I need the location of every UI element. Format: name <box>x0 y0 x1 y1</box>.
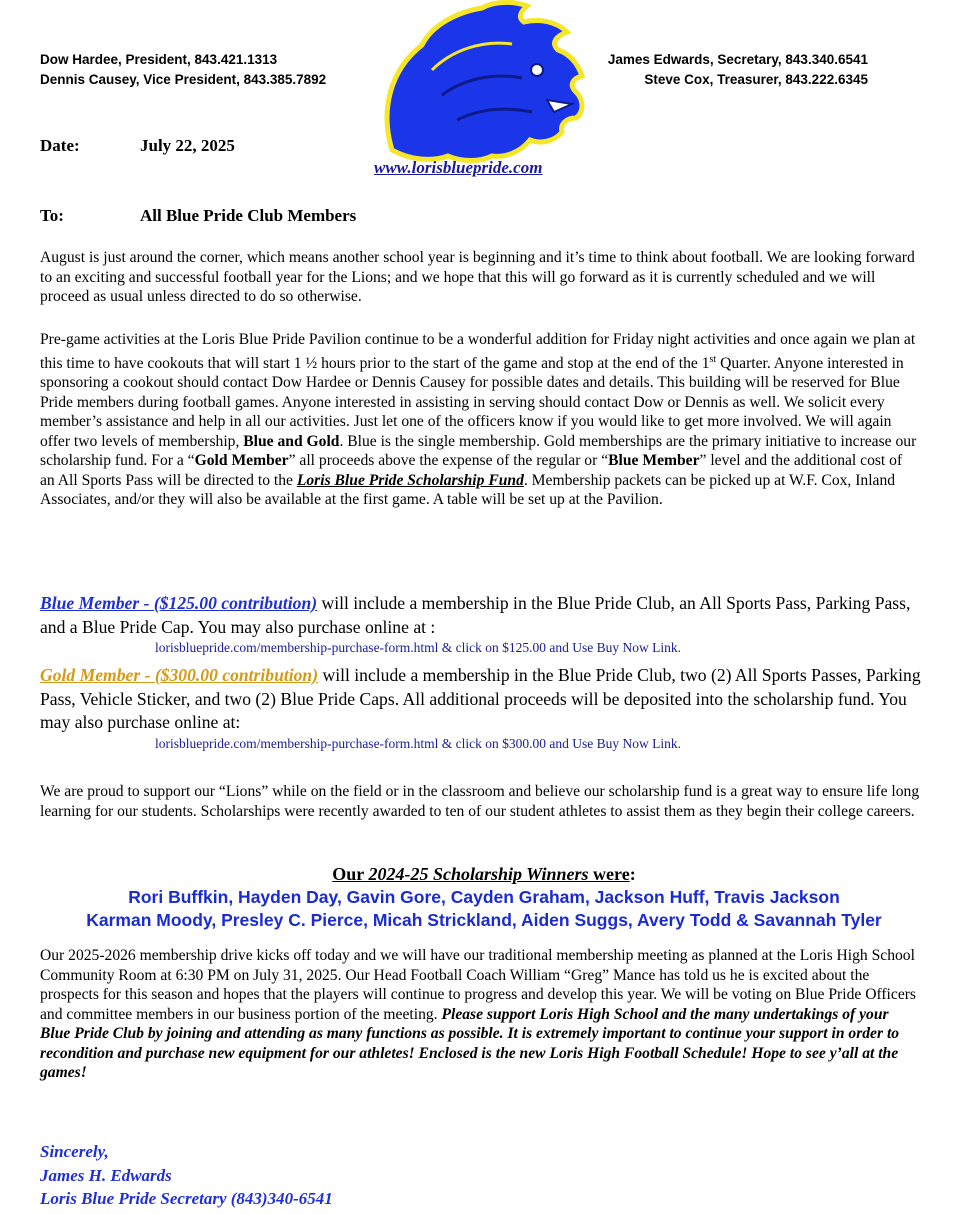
gold-member-title: Gold Member - ($300.00 contribution) <box>40 665 319 685</box>
blue-member-title: Blue Member - ($125.00 contribution) <box>40 593 318 613</box>
paragraph-intro: August is just around the corner, which means another school year is beginning and it’s time to think about football. We are looking forward to an exciting and successful football year for the Lions; and we hope that this will go forward as it is currently scheduled and we will proceed as usual unless directed to do so otherwise. <box>40 249 915 305</box>
scholarship-fund-name: Loris Blue Pride Scholarship Fund <box>296 471 524 489</box>
closing-salutation: Sincerely, <box>40 1142 109 1161</box>
date-value: July 22, 2025 <box>140 136 235 155</box>
paragraph-pregame: Pre-game activities at the Loris Blue Pride Pavilion continue to be a wonderful addition for Friday night activities and once again we plan at this time to have cookouts that will start 1 ½ hours prior to the start of the game and stop at the end of the 1st Quarter. Anyone interested in sponsoring a cookout should contact Dow Hardee or Dennis Causey for possible dates and details. This building will be reserved for Blue Pride members during football games. Anyone interested in assisting in serving should contact Dow or Dennis as well. We solicit every member’s assistance and help in all our activities. Just let one of the officers know if you would like to get more involved. We will again offer two levels of membership, Blue and Gold. Blue is the single membership. Gold memberships are the primary initiative to increase our scholarship fund. For a “Gold Member” all proceeds above the expense of the regular or “Blue Member” level and the additional cost of an All Sports Pass will be directed to the Loris Blue Pride Scholarship Fund. Membership packets can be picked up at W.F. Cox, Inland Associates, and/or they will also be available at the first game. A table will be set up at the Pavilion. <box>40 331 917 509</box>
winners-heading: Our 2024-25 Scholarship Winners were: <box>332 864 636 884</box>
winners-line-2: Karman Moody, Presley C. Pierce, Micah Strickland, Aiden Suggs, Avery Todd & Savannah Tyler <box>86 910 882 930</box>
paragraph-membership-drive: Our 2025-2026 membership drive kicks off today and we will have our traditional membership meeting as planned at the Loris High School Community Room at 6:30 PM on July 31, 2025. Our Head Football Coach William “Greg” Mance has told us he is excited about the prospects for this season and hopes that the players will continue to progress and develop this year. We will be voting on Blue Pride Officers and committee members in our business portion of the meeting. Please support Loris High School and the many undertakings of your Blue Pride Club by joining and attending as many functions as possible. It is extremely important to continue your support in order to recondition and purchase new equipment for our athletes! Enclosed is the new Loris High Football Schedule! Hope to see y’all at the games! <box>40 947 916 1081</box>
officer-vice-president: Dennis Causey, Vice President, 843.385.7892 <box>40 72 327 87</box>
lion-logo-icon <box>362 0 592 165</box>
officer-treasurer: Steve Cox, Treasurer, 843.222.6345 <box>644 72 868 87</box>
to-row <box>40 206 356 226</box>
gold-member-section <box>40 664 925 752</box>
winners-list <box>0 886 968 932</box>
officer-secretary: James Edwards, Secretary, 843.340.6541 <box>607 52 868 67</box>
gold-member-link[interactable]: lorisbluepride.com/membership-purchase-form.html & click on $300.00 and Use Buy Now Link. <box>155 735 682 751</box>
signer-name: James H. Edwards <box>40 1165 172 1185</box>
blue-member-section <box>40 592 925 656</box>
paragraph-support: We are proud to support our “Lions” while on the field or in the classroom and believe our scholarship fund is a great way to ensure life long learning for our students. Scholarships were recently awarded to ten of our student athletes to assist them as they begin their college careers. <box>40 783 920 820</box>
website-link[interactable]: www.lorisbluepride.com <box>374 158 543 177</box>
officers-right <box>608 50 868 90</box>
blue-member-text: will include a membership in the Blue Pride Club, an All Sports Pass, Parking Pass, and a Blue Pride Cap. You may also purchase online at : <box>40 593 911 637</box>
blue-member-link[interactable]: lorisbluepride.com/membership-purchase-form.html & click on $125.00 and Use Buy Now Link. <box>155 640 682 655</box>
officer-president: Dow Hardee, President, 843.421.1313 <box>40 52 278 67</box>
gold-member-text: will include a membership in the Blue Pride Club, two (2) All Sports Passes, Parking Pass, Vehicle Sticker, and two (2) Blue Pride Caps. All additional proceeds will be deposited into the scholarship fund. You may also purchase online at: <box>40 665 921 732</box>
to-label: To: <box>40 206 64 225</box>
winners-line-1: Rori Buffkin, Hayden Day, Gavin Gore, Cayden Graham, Jackson Huff, Travis Jackson <box>128 887 840 907</box>
date-label: Date: <box>40 136 80 155</box>
to-value: All Blue Pride Club Members <box>140 206 357 225</box>
officers-left <box>40 50 326 90</box>
signature-block <box>40 1140 333 1211</box>
date-row <box>40 136 235 156</box>
signer-title: Loris Blue Pride Secretary (843)340-6541 <box>40 1189 333 1208</box>
